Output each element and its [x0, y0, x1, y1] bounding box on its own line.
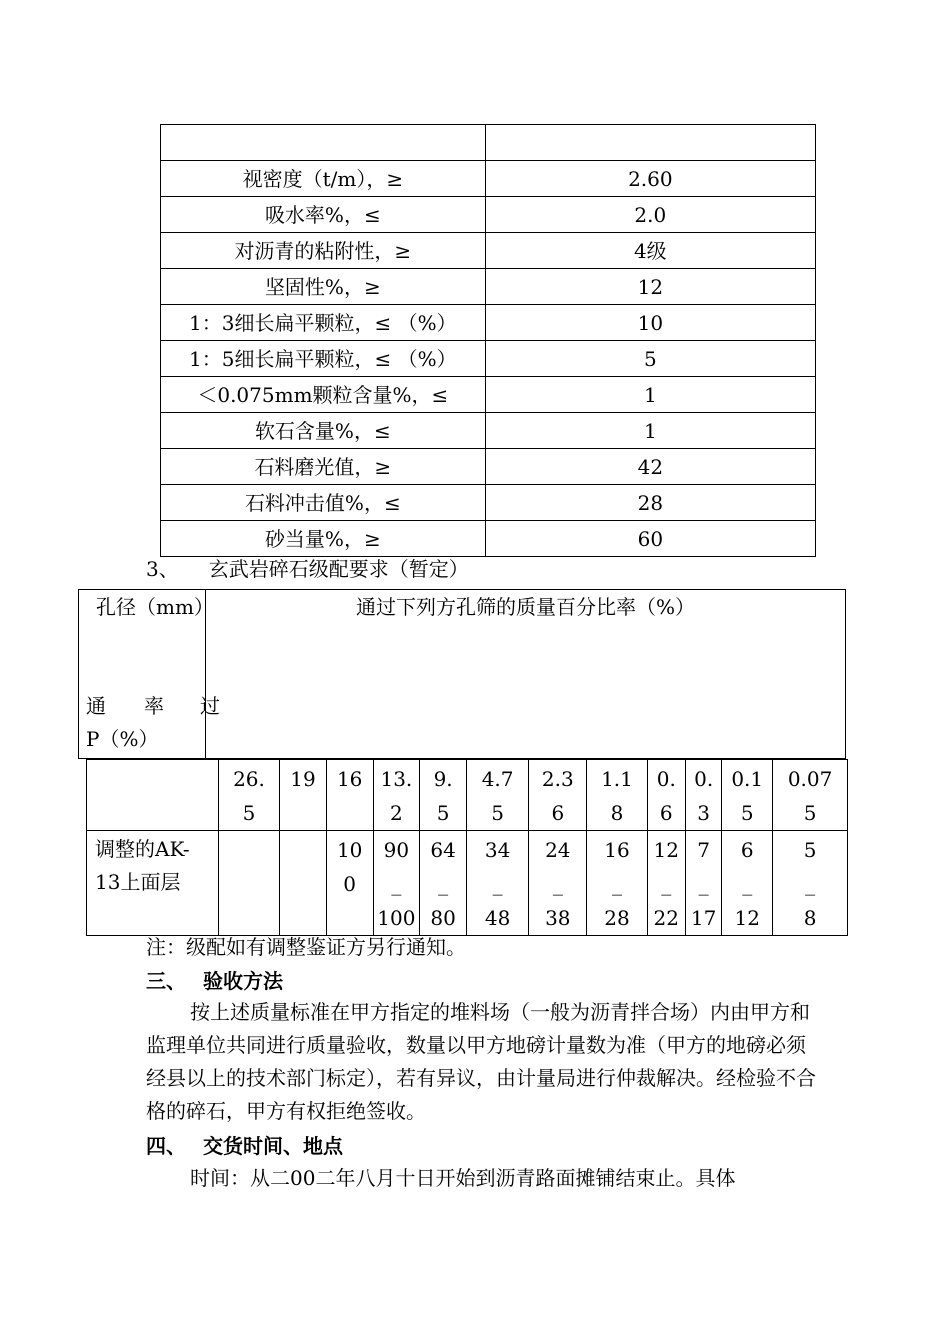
property-row — [161, 413, 816, 449]
passing-range-cell — [685, 831, 721, 936]
sieve-size-cell — [466, 760, 528, 831]
property-row — [161, 197, 816, 233]
property-row — [161, 521, 816, 557]
passing-range-cell — [466, 831, 528, 936]
sieve-size-text: 0. — [694, 767, 714, 791]
passing-range-text: _ — [438, 872, 449, 896]
sieve-size-text: 8 — [610, 801, 624, 825]
passing-range-text: 80 — [430, 906, 456, 930]
sieve-size-text: 16 — [336, 767, 363, 791]
property-row — [161, 377, 816, 413]
passing-range-text: 90 — [383, 838, 410, 862]
ak13-label-cell — [87, 831, 219, 936]
property-value: 4级 — [485, 233, 815, 269]
property-value: 5 — [485, 341, 815, 377]
passing-word-2: 率 — [144, 694, 164, 718]
property-value: 2.0 — [485, 197, 815, 233]
property-value: 1 — [485, 413, 815, 449]
passing-range-text: 64 — [430, 838, 456, 862]
property-value: 2.60 — [485, 161, 815, 197]
passing-range-cell — [722, 831, 773, 936]
aggregate-properties-table — [160, 124, 816, 557]
sieve-size-text: 1.1 — [601, 767, 633, 791]
sieve-size-label: 孔径（mm） — [96, 595, 214, 619]
property-name: ＜0.075mm颗粒含量%，≤ — [161, 377, 486, 413]
sieve-size-cell — [280, 760, 327, 831]
sieve-size-cell — [218, 760, 279, 831]
property-row — [161, 449, 816, 485]
passing-range-cell — [647, 831, 685, 936]
property-row — [161, 485, 816, 521]
passing-range-cell — [280, 831, 327, 936]
property-name: 视密度（t/m），≥ — [161, 161, 486, 197]
passing-range-text: 16 — [604, 838, 630, 862]
sieve-size-row — [87, 760, 848, 831]
sieve-size-cell — [685, 760, 721, 831]
passing-word-1: 通 — [86, 694, 106, 718]
property-name: 吸水率%，≤ — [161, 197, 486, 233]
passing-range-text: 8 — [803, 906, 817, 930]
passing-range-cell — [420, 831, 467, 936]
sieve-size-text: 4.7 — [481, 767, 514, 791]
passing-range-text: 12 — [734, 906, 760, 930]
property-name: 石料磨光值，≥ — [161, 449, 486, 485]
passing-range-text: 10 — [336, 838, 363, 862]
passing-range-text: 22 — [653, 906, 679, 930]
property-value: 10 — [485, 305, 815, 341]
property-row — [161, 161, 816, 197]
section4-paragraph: 时间：从二00二年八月十日开始到沥青路面摊铺结束止。具体 — [190, 1166, 736, 1190]
sieve-size-text: 5 — [803, 801, 817, 825]
sieve-size-text: 3 — [697, 801, 711, 825]
passing-range-text: 100 — [377, 906, 416, 930]
sieve-size-cell — [587, 760, 647, 831]
gradation-title: 3、 玄武岩碎石级配要求（暂定） — [146, 557, 469, 581]
passing-range-text: 38 — [545, 906, 571, 930]
ak13-row — [87, 831, 848, 936]
property-name: 软石含量%，≤ — [161, 413, 486, 449]
passing-range-cell — [529, 831, 587, 936]
property-name: 砂当量%，≥ — [161, 521, 486, 557]
sieve-size-cell — [647, 760, 685, 831]
passing-range-text: _ — [391, 872, 402, 896]
property-value: 12 — [485, 269, 815, 305]
passing-range-cell — [373, 831, 420, 936]
property-row — [161, 233, 816, 269]
passing-word-3: 过 — [200, 694, 220, 718]
passing-range-cell — [218, 831, 279, 936]
passing-range-cell — [587, 831, 647, 936]
property-value: 1 — [485, 377, 815, 413]
property-name: 坚固性%，≥ — [161, 269, 486, 305]
gradation-table — [86, 759, 848, 936]
properties-header-row — [161, 125, 816, 161]
property-name: 石料冲击值%，≤ — [161, 485, 486, 521]
passing-range-text: 7 — [697, 838, 711, 862]
passing-range-cell — [326, 831, 373, 936]
sieve-size-text: 5 — [436, 801, 450, 825]
property-value — [485, 125, 815, 161]
passing-range-text: _ — [805, 872, 816, 896]
passing-range-text: 28 — [604, 906, 630, 930]
row-label-text: 调整的AK- — [95, 837, 190, 861]
passing-range-text: 12 — [653, 838, 679, 862]
property-row — [161, 269, 816, 305]
sieve-size-text: 5 — [740, 801, 754, 825]
passing-rate-header: 通过下列方孔筛的质量百分比率（%） — [355, 595, 695, 619]
row-label-text: 13上面层 — [95, 870, 181, 894]
property-name: 对沥青的粘附性，≥ — [161, 233, 486, 269]
section3-paragraph: 按上述质量标准在甲方指定的堆料场（一般为沥青拌合场）内由甲方和监理单位共同进行质量验收，数量以甲方地磅计量数为准（甲方的地磅必须经县以上的技术部门标定），若有异议，由计量局进行仲裁解决。经检验不合格的碎石，甲方有权拒绝签收。 — [146, 1000, 816, 1123]
passing-range-text: 24 — [545, 838, 571, 862]
sieve-size-text: 6 — [551, 801, 565, 825]
sieve-size-cell — [326, 760, 373, 831]
passing-range-cell — [773, 831, 848, 936]
sieve-size-text: 5 — [242, 801, 256, 825]
sieve-size-text: 0.07 — [787, 767, 833, 791]
sieve-size-text: 5 — [491, 801, 504, 825]
sieve-size-text: 6 — [659, 801, 673, 825]
sieve-size-text: 2.3 — [541, 767, 574, 791]
note: 注：级配如有调整鉴证方另行通知。 — [146, 935, 466, 959]
passing-range-text: _ — [742, 872, 753, 896]
sieve-size-text: 0.1 — [731, 767, 764, 791]
passing-range-text: 6 — [740, 838, 754, 862]
sieve-size-cell — [773, 760, 848, 831]
property-name: 1：3细长扁平颗粒，≤ （%） — [161, 305, 486, 341]
passing-range-text: _ — [492, 872, 503, 896]
sieve-size-text: 9. — [433, 767, 453, 791]
property-row — [161, 341, 816, 377]
empty-label-cell — [87, 760, 219, 831]
property-value: 28 — [485, 485, 815, 521]
sieve-size-cell — [420, 760, 467, 831]
passing-range-text: 5 — [803, 838, 817, 862]
property-value: 42 — [485, 449, 815, 485]
property-value: 60 — [485, 521, 815, 557]
passing-range-text: _ — [611, 872, 622, 896]
passing-range-text: 17 — [690, 906, 717, 930]
sieve-size-cell — [722, 760, 773, 831]
properties-table-body — [161, 125, 816, 557]
sieve-size-text: 2 — [390, 801, 403, 825]
sieve-size-text: 19 — [290, 767, 316, 791]
sieve-size-cell — [373, 760, 420, 831]
passing-range-text: 0 — [343, 872, 357, 896]
property-name — [161, 125, 486, 161]
passing-range-text: _ — [661, 872, 672, 896]
sieve-size-text: 26. — [233, 767, 265, 791]
property-row — [161, 305, 816, 341]
passing-range-text: 34 — [484, 838, 511, 862]
section3-heading: 三、 验收方法 — [146, 969, 283, 993]
passing-range-text: _ — [698, 872, 709, 896]
sieve-size-text: 13. — [380, 767, 413, 791]
section4-heading: 四、 交货时间、地点 — [146, 1134, 343, 1158]
passing-range-text: _ — [552, 872, 563, 896]
sieve-size-text: 0. — [656, 767, 676, 791]
passing-rate-label: P（%） — [86, 727, 159, 751]
sieve-size-cell — [529, 760, 587, 831]
property-name: 1：5细长扁平颗粒，≤ （%） — [161, 341, 486, 377]
passing-range-text: 48 — [484, 906, 511, 930]
